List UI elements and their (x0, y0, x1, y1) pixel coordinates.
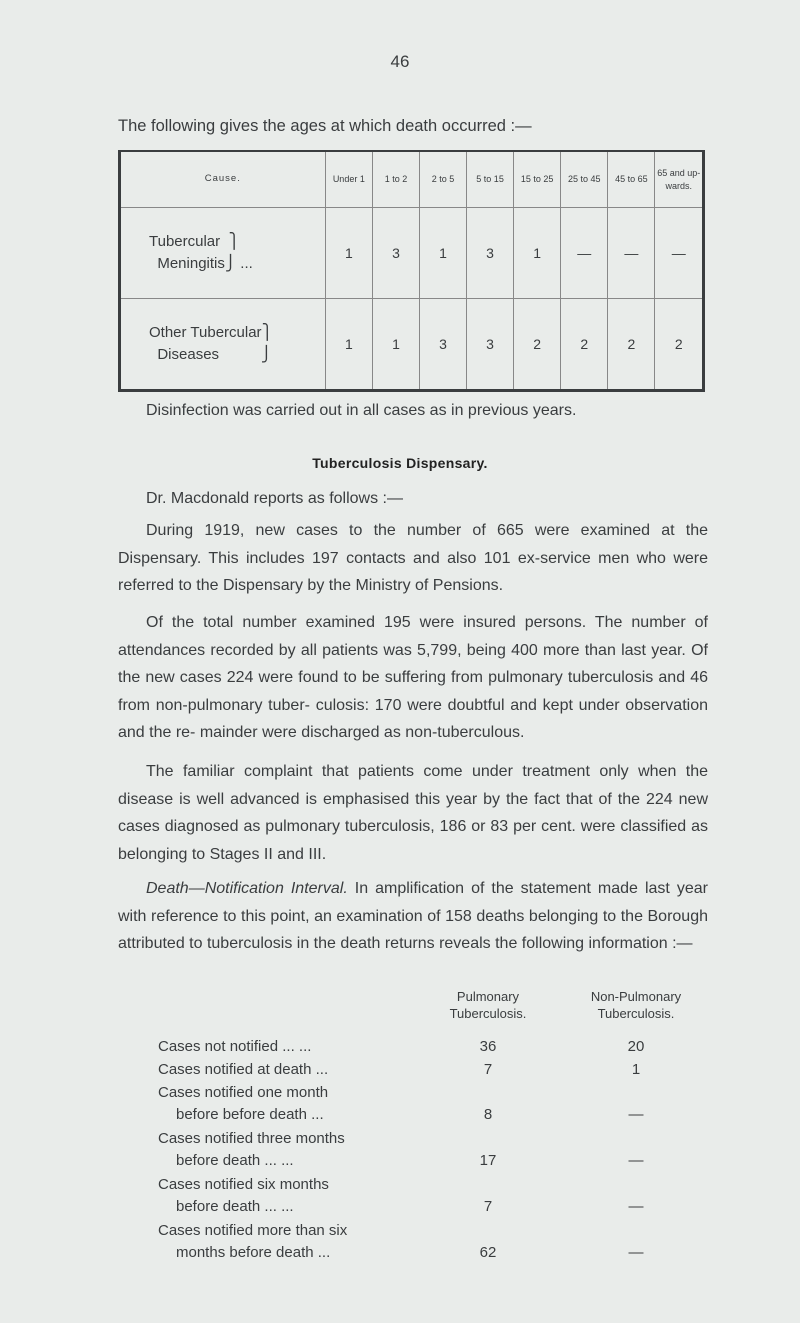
value-cell: 3 (420, 299, 467, 391)
value-cell: 1 (325, 208, 372, 299)
value-cell: 2 (561, 299, 608, 391)
cause-line: Tubercular (149, 233, 221, 251)
header-under-1: Under 1 (325, 151, 372, 208)
value-cell: — (561, 208, 608, 299)
page-number: 46 (390, 52, 410, 71)
paragraph-4-title: Death—Notification Interval. (146, 880, 348, 897)
column-header-pulmonary (408, 988, 568, 1022)
non-pulmonary-value: — (628, 1152, 644, 1169)
column-header-non-pulmonary (556, 988, 716, 1022)
value-cell: 3 (467, 208, 514, 299)
non-pulmonary-value: — (628, 1244, 644, 1261)
row-label: Cases notified at death ... (158, 1061, 329, 1078)
value-cell: 2 (514, 299, 561, 391)
section-heading: Tuberculosis Dispensary. (312, 455, 488, 471)
table-row (120, 299, 704, 391)
value-cell: 3 (467, 299, 514, 391)
header-25-to-45: 25 to 45 (561, 151, 608, 208)
value-cell: 1 (514, 208, 561, 299)
value-cell: 2 (655, 299, 704, 391)
row-label (158, 1220, 478, 1264)
column-header-line: Pulmonary (456, 989, 520, 1004)
table-header-row (120, 151, 704, 208)
row-label-line: Cases notified one month (158, 1084, 329, 1101)
row-label-line: before death ... ... (176, 1152, 294, 1169)
table-row (120, 208, 704, 299)
value-cell: — (655, 208, 704, 299)
header-65-and-upwards: 65 and up- wards. (655, 151, 704, 208)
pulmonary-value: 8 (483, 1106, 493, 1123)
pulmonary-value: 36 (479, 1038, 497, 1055)
value-cell: 2 (608, 299, 655, 391)
pulmonary-value: 7 (483, 1061, 493, 1078)
column-header-line: Non-Pulmonary (590, 989, 682, 1004)
row-label (158, 1174, 478, 1218)
paragraph-3: The familiar complaint that patients come under treatment only when the disease is well advanced is emphasised this year by the fact that of the 224 new cases diagnosed as pulmonary tuberculosis, 186 or 83 per cent. were classified as belonging to Stages II and III. (118, 763, 708, 863)
row-label-line: Cases notified six months (158, 1176, 329, 1193)
row-label-line: months before death ... (176, 1244, 331, 1261)
header-cause: Cause. (120, 151, 326, 208)
header-15-to-25: 15 to 25 (514, 151, 561, 208)
value-cell: 1 (325, 299, 372, 391)
pulmonary-value: 7 (483, 1198, 493, 1215)
disinfection-paragraph: Disinfection was carried out in all cases as in previous years. (146, 402, 577, 419)
value-cell: 3 (373, 208, 420, 299)
paragraph-4 (118, 875, 708, 958)
non-pulmonary-value: 1 (631, 1061, 641, 1078)
cause-line: Meningitis (157, 255, 225, 272)
header-2-to-5: 2 to 5 (420, 151, 467, 208)
paragraph-1: During 1919, new cases to the number of 665 were examined at the Dispensary. This includes 197 contacts and also 101 ex-service men who were referred to the Dispensary by the Ministry of Pensions. (118, 522, 708, 595)
cause-cell: Tubercular ⎫ Meningitis⎭ ... (120, 208, 326, 299)
row-label-line: Cases notified three months (158, 1130, 345, 1147)
non-pulmonary-value: 20 (627, 1038, 645, 1055)
cause-line: Diseases (157, 346, 220, 363)
value-cell: — (608, 208, 655, 299)
intro-text: The following gives the ages at which death occurred :— (118, 117, 532, 135)
paragraph-2: Of the total number examined 195 were insured persons. The number of attendances recorded by all patients was 5,799, being 400 more than last year. Of the new cases 224 were found to be suffering from pulmonary tuberculosis and 46 from non-pulmonary tuber- culosis: 170 were doubtful and kept under observation and the re- mainder were discharged as non-tuberculous. (118, 614, 708, 742)
paragraph-4-body: In amplification of the statement made last year with reference to this point, an examination of 158 deaths belonging to the Borough attributed to tuberculosis in the death returns reveals the following information :— (118, 880, 708, 953)
column-header-line: Tuberculosis. (449, 1006, 527, 1021)
pulmonary-value: 17 (479, 1152, 497, 1169)
value-cell: 1 (420, 208, 467, 299)
row-label (158, 1128, 478, 1172)
row-label-line: Cases notified more than six (158, 1222, 348, 1239)
header-5-to-15: 5 to 15 (467, 151, 514, 208)
header-1-to-2: 1 to 2 (373, 151, 420, 208)
row-label (158, 1082, 478, 1126)
value-cell: 1 (373, 299, 420, 391)
cause-line: Other Tubercular (149, 324, 262, 342)
row-label: Cases not notified ... ... (158, 1038, 312, 1055)
row-label-line: before before death ... (176, 1106, 324, 1123)
header-45-to-65: 45 to 65 (608, 151, 655, 208)
row-label-line: before death ... ... (176, 1198, 294, 1215)
reports-line: Dr. Macdonald reports as follows :— (146, 490, 403, 507)
age-at-death-table (118, 150, 705, 392)
pulmonary-value: 62 (479, 1244, 497, 1261)
cause-cell: Other Tubercular⎫ Diseases ⎭ (149, 324, 273, 363)
non-pulmonary-value: — (628, 1198, 644, 1215)
column-header-line: Tuberculosis. (597, 1006, 675, 1021)
non-pulmonary-value: — (628, 1106, 644, 1123)
